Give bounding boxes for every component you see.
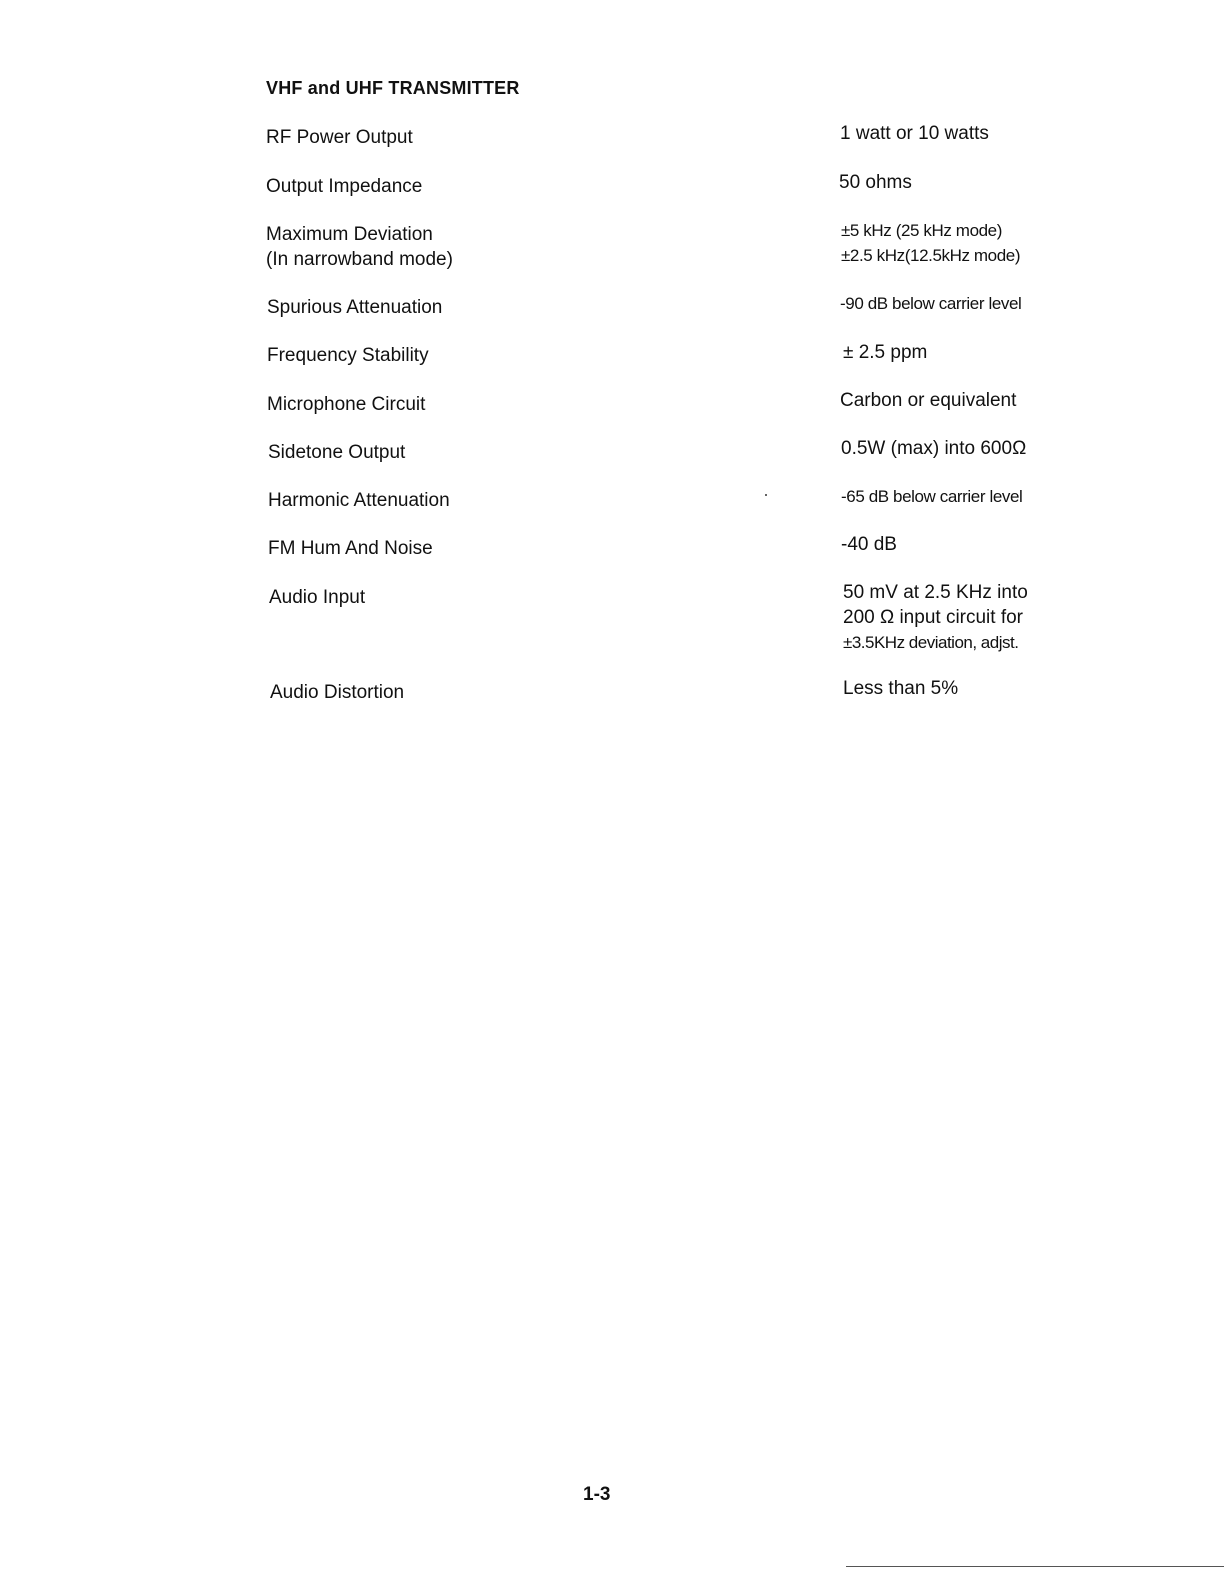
spec-value-harmonic-attenuation: -65 dB below carrier level bbox=[841, 487, 1023, 506]
spec-label-fm-hum-and-noise: FM Hum And Noise bbox=[268, 538, 433, 559]
spec-value-fm-hum-and-noise: -40 dB bbox=[841, 534, 897, 555]
spec-value-microphone-circuit: Carbon or equivalent bbox=[840, 390, 1017, 411]
spec-label-audio-input: Audio Input bbox=[269, 587, 366, 608]
section-title: VHF and UHF TRANSMITTER bbox=[266, 78, 520, 98]
spec-label-frequency-stability: Frequency Stability bbox=[267, 345, 429, 366]
spec-label-microphone-circuit: Microphone Circuit bbox=[267, 394, 426, 415]
spec-label-rf-power-output: RF Power Output bbox=[266, 127, 413, 148]
spec-value-audio-input: 50 mV at 2.5 KHz into 200 Ω input circuit for ±3.5KHz deviation, adjst. bbox=[843, 582, 1028, 652]
spec-label-sidetone-output: Sidetone Output bbox=[268, 442, 406, 463]
bottom-rule bbox=[846, 1566, 1224, 1567]
spec-value-rf-power-output: 1 watt or 10 watts bbox=[840, 123, 989, 144]
spec-label-output-impedance: Output Impedance bbox=[266, 176, 423, 197]
spec-value-output-impedance: 50 ohms bbox=[839, 172, 912, 193]
spec-value-sidetone-output: 0.5W (max) into 600Ω bbox=[841, 438, 1027, 459]
spec-value-audio-distortion: Less than 5% bbox=[843, 678, 959, 699]
spec-label-harmonic-attenuation: Harmonic Attenuation bbox=[268, 490, 450, 511]
spec-value-spurious-attenuation: -90 dB below carrier level bbox=[840, 294, 1022, 313]
spec-label-maximum-deviation: Maximum Deviation (In narrowband mode) bbox=[266, 224, 453, 270]
page-number: 1-3 bbox=[583, 1484, 611, 1505]
spec-label-audio-distortion: Audio Distortion bbox=[270, 682, 405, 703]
stray-mark bbox=[765, 494, 767, 496]
spec-label-spurious-attenuation: Spurious Attenuation bbox=[267, 297, 443, 318]
spec-value-frequency-stability: ± 2.5 ppm bbox=[843, 342, 928, 363]
spec-value-maximum-deviation: ±5 kHz (25 kHz mode) ±2.5 kHz(12.5kHz mode) bbox=[841, 221, 1021, 265]
